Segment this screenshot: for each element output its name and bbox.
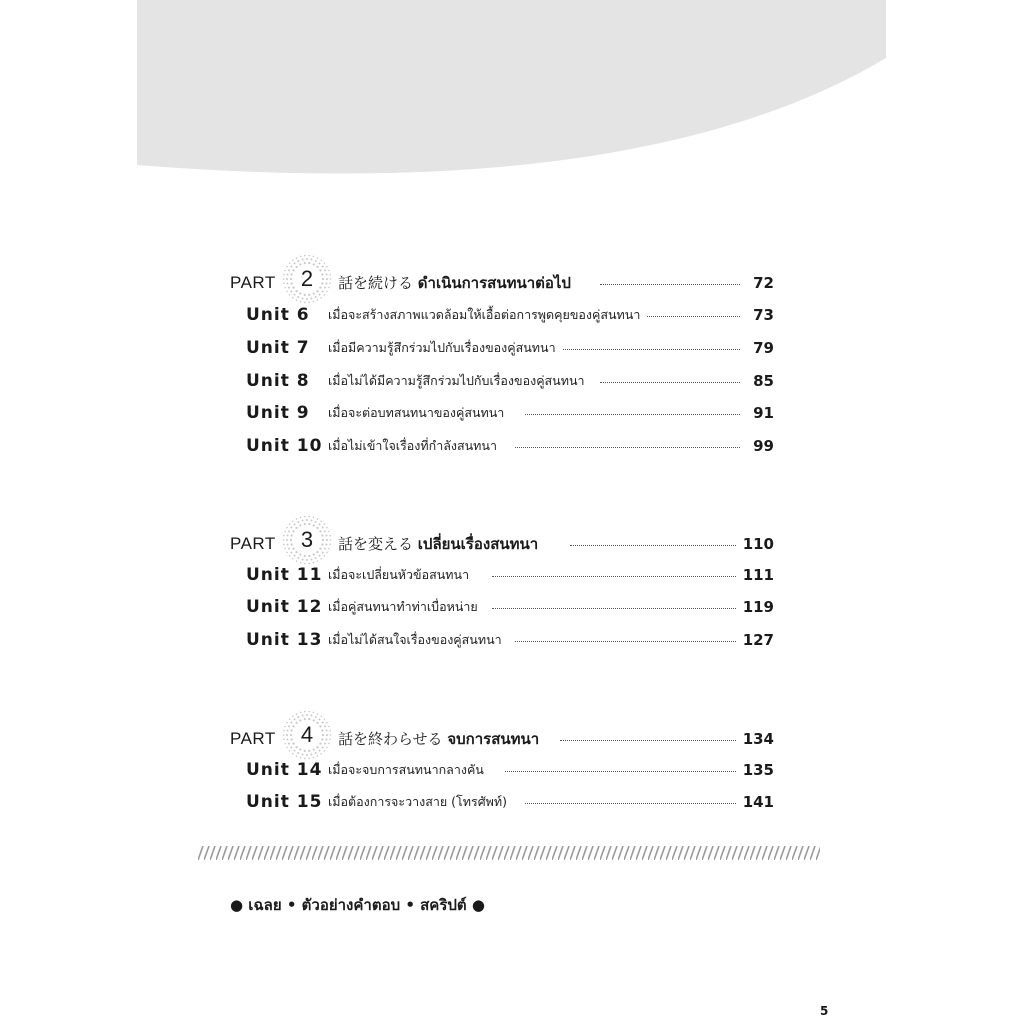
part-title: [338, 529, 544, 559]
leader-dots: [560, 740, 736, 741]
part-number-badge: [282, 515, 332, 565]
unit-title: เมื่อจะเปลี่ยนหัวข้อสนทนา: [328, 560, 475, 590]
unit-label: Unit 10: [246, 436, 323, 456]
unit-title: เมื่อมีความรู้สึกร่วมไปกับเรื่องของคู่สนทนา: [328, 333, 562, 363]
unit-label: Unit 12: [246, 597, 323, 617]
unit-title: เมื่อคู่สนทนาทำท่าเบื่อหน่าย: [328, 592, 484, 622]
page-number-link[interactable]: 119: [739, 592, 774, 622]
toc-unit-row[interactable]: [0, 755, 1024, 785]
part-title-thai: ดำเนินการสนทนาต่อไป: [417, 274, 571, 292]
page-number-link[interactable]: 72: [749, 268, 774, 298]
leader-dots: [505, 771, 736, 772]
toc-unit-row[interactable]: [0, 592, 1024, 622]
part-number-badge: [282, 254, 332, 304]
page-number: 5: [820, 1004, 829, 1018]
part-title-thai: จบการสนทนา: [447, 730, 540, 748]
part-title-thai: เปลี่ยนเรื่องสนทนา: [417, 535, 539, 553]
unit-label: Unit 15: [246, 792, 323, 812]
unit-title: เมื่อจะสร้างสภาพแวดล้อมให้เอื้อต่อการพูดคุยของคู่สนทนา: [328, 300, 646, 330]
toc-unit-row[interactable]: [0, 300, 1024, 330]
unit-label: Unit 11: [246, 565, 323, 585]
part-heading: [0, 724, 1024, 754]
leader-dots: [640, 316, 740, 317]
page-number-link[interactable]: 135: [739, 755, 774, 785]
answer-key-note: ● เฉลย • ตัวอย่างคำตอบ • สคริปต์ ●: [230, 896, 485, 914]
toc-unit-row[interactable]: [0, 787, 1024, 817]
page-number-link[interactable]: 127: [739, 625, 774, 655]
page-number-link[interactable]: 79: [749, 333, 774, 363]
part-label: PART: [230, 273, 276, 292]
leader-dots: [560, 349, 740, 350]
leader-dots: [525, 803, 736, 804]
part-title: [338, 724, 545, 754]
unit-title: เมื่อต้องการจะวางสาย (โทรศัพท์): [328, 787, 513, 817]
unit-label: Unit 13: [246, 630, 323, 650]
part-heading: [0, 268, 1024, 298]
part-label: PART: [230, 729, 276, 748]
page-number-link[interactable]: 85: [749, 366, 774, 396]
unit-title: เมื่อไม่เข้าใจเรื่องที่กำลังสนทนา: [328, 431, 503, 461]
page-number-link[interactable]: 99: [749, 431, 774, 461]
unit-label: Unit 9: [246, 403, 310, 423]
page-number-link[interactable]: 134: [739, 724, 774, 754]
leader-dots: [515, 641, 736, 642]
part-number: 3: [300, 527, 314, 552]
page-number-link[interactable]: 110: [739, 529, 774, 559]
unit-label: Unit 7: [246, 338, 310, 358]
toc-unit-row[interactable]: [0, 560, 1024, 590]
leader-dots: [492, 608, 736, 609]
leader-dots: [492, 576, 736, 577]
toc-unit-row[interactable]: [0, 398, 1024, 428]
part-title-japanese: 話を変える: [338, 535, 414, 553]
unit-label: Unit 8: [246, 371, 310, 391]
header-decoration: [0, 0, 1024, 200]
part-heading: [0, 529, 1024, 559]
unit-label: Unit 14: [246, 760, 323, 780]
unit-title: เมื่อไม่ได้มีความรู้สึกร่วมไปกับเรื่องของคู่สนทนา: [328, 366, 591, 396]
unit-title: เมื่อจะต่อบทสนทนาของคู่สนทนา: [328, 398, 510, 428]
toc-unit-row[interactable]: [0, 333, 1024, 363]
toc-unit-row[interactable]: [0, 366, 1024, 396]
part-title-japanese: 話を終わらせる: [338, 730, 443, 748]
leader-dots: [525, 414, 740, 415]
toc-unit-row[interactable]: [0, 431, 1024, 461]
leader-dots: [515, 447, 740, 448]
leader-dots: [600, 284, 740, 285]
unit-label: Unit 6: [246, 305, 310, 325]
part-number: 4: [300, 722, 314, 747]
hatched-divider: [198, 846, 820, 860]
page-number-link[interactable]: 141: [739, 787, 774, 817]
part-number-badge: [282, 710, 332, 760]
toc-unit-row[interactable]: [0, 625, 1024, 655]
leader-dots: [600, 382, 740, 383]
leader-dots: [570, 545, 736, 546]
page-number-link[interactable]: 91: [749, 398, 774, 428]
page-number-link[interactable]: 73: [749, 300, 774, 330]
unit-title: เมื่อไม่ได้สนใจเรื่องของคู่สนทนา: [328, 625, 508, 655]
part-label: PART: [230, 534, 276, 553]
unit-title: เมื่อจะจบการสนทนากลางคัน: [328, 755, 490, 785]
part-title-japanese: 話を続ける: [338, 274, 414, 292]
part-number: 2: [300, 266, 314, 291]
page-number-link[interactable]: 111: [739, 560, 774, 590]
part-title: [338, 268, 577, 298]
